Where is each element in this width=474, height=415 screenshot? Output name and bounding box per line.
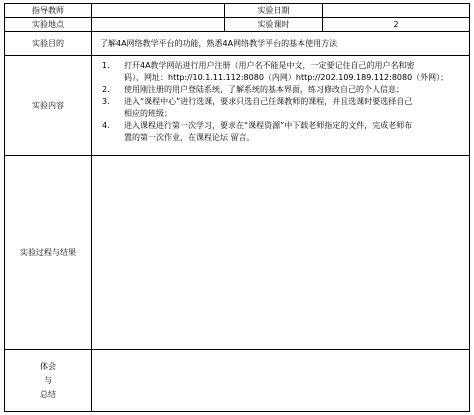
process-row bbox=[5, 156, 470, 350]
content-item-number: 2. bbox=[102, 85, 110, 94]
content-item-line: 打开4A教学网站进行用户注册（用户名不能是中文，一定要记住自己的用户名和密 bbox=[124, 61, 415, 70]
summary-value[interactable] bbox=[92, 350, 470, 412]
location-label: 实验地点 bbox=[5, 18, 92, 32]
content-item-3 bbox=[100, 96, 459, 120]
summary-row bbox=[5, 350, 470, 412]
instructor-value[interactable] bbox=[92, 4, 225, 18]
summary-label-line: 与 bbox=[44, 375, 52, 385]
summary-label bbox=[5, 350, 92, 412]
content-item-1 bbox=[100, 60, 459, 84]
process-value[interactable] bbox=[92, 156, 470, 350]
instructor-label: 指导教师 bbox=[5, 4, 92, 18]
experiment-date-label: 实验日期 bbox=[225, 4, 323, 18]
location-value[interactable] bbox=[92, 18, 225, 32]
purpose-text: 了解4A网络教学平台的功能，熟悉4A网络教学平台的基本使用方法 bbox=[92, 32, 470, 56]
content-row bbox=[5, 56, 470, 156]
report-table bbox=[4, 3, 470, 412]
summary-label-line: 总结 bbox=[40, 389, 56, 399]
content-item-line: 进入课程进行第一次学习，要求在“课程资源”中下载老师指定的文件，完成老师布 bbox=[124, 121, 413, 130]
content-item-line: 码），网址：http://10.1.11.112:8080（内网）http://202.109.189.112:8080（外网）； bbox=[124, 73, 449, 82]
experiment-date-value[interactable] bbox=[323, 4, 470, 18]
content-label: 实验内容 bbox=[5, 56, 92, 156]
content-item-4 bbox=[100, 120, 459, 144]
content-list bbox=[92, 56, 470, 156]
class-hours-label: 实验课时 bbox=[225, 18, 323, 32]
purpose-row bbox=[5, 32, 470, 56]
content-item-line: 进入“课程中心”进行选课，要求只选自己任课教师的课程，并且选课时要选择自己 bbox=[124, 97, 413, 106]
instructor-date-row bbox=[5, 4, 470, 18]
class-hours-value[interactable]: 2 bbox=[323, 18, 470, 32]
content-item-line: 置的第一次作业，在课程论坛 留言。 bbox=[124, 133, 255, 142]
content-item-line: 使用刚注册的用户登陆系统，了解系统的基本界面，练习修改自己的个人信息； bbox=[124, 85, 404, 94]
content-item-number: 3. bbox=[102, 97, 110, 106]
process-label: 实验过程与结果 bbox=[5, 156, 92, 350]
purpose-label: 实验目的 bbox=[5, 32, 92, 56]
summary-label-line: 体会 bbox=[40, 361, 56, 371]
content-item-number: 4. bbox=[102, 121, 110, 130]
content-item-line: 相应的班级； bbox=[124, 109, 172, 118]
content-item-number: 1. bbox=[102, 61, 110, 70]
content-item-2 bbox=[100, 84, 459, 96]
location-hours-row bbox=[5, 18, 470, 32]
